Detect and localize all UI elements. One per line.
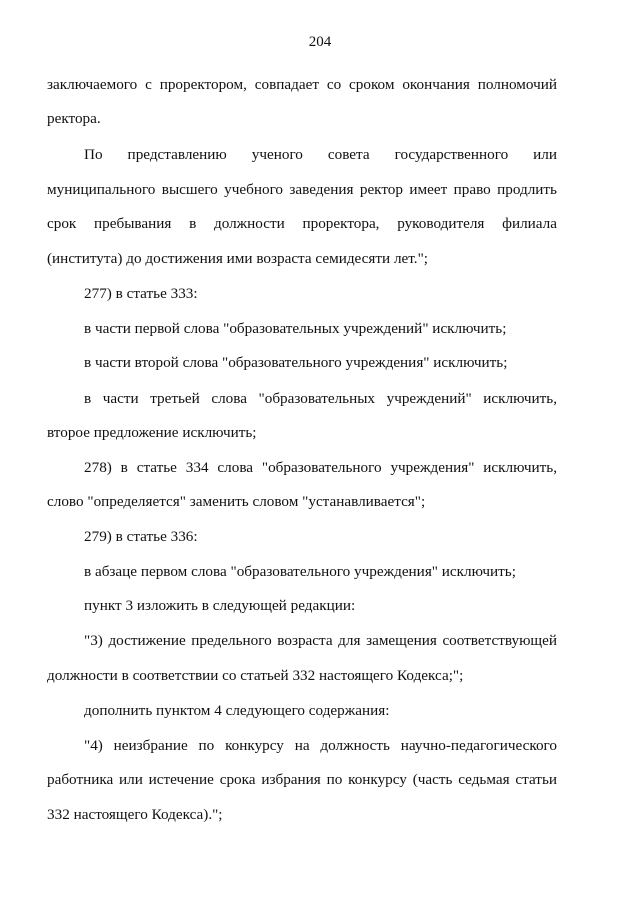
page-number: 204 xyxy=(308,34,332,50)
text-line: срок пребывания в должности проректора, руководителя филиала xyxy=(47,215,557,232)
text-line: ректора. xyxy=(47,110,101,127)
text-line: дополнить пунктом 4 следующего содержания: xyxy=(84,702,390,719)
text-line: в части второй слова "образовательного учреждения" исключить; xyxy=(84,354,508,371)
text-line: (института) до достижения ими возраста семидесяти лет."; xyxy=(47,250,428,267)
text-line: "3) достижение предельного возраста для замещения соответствующей xyxy=(84,632,557,649)
text-line: в части первой слова "образовательных учреждений" исключить; xyxy=(84,320,507,337)
text-line: в части третьей слова "образовательных учреждений" исключить, xyxy=(84,390,557,407)
text-line: в абзаце первом слова "образовательного учреждения" исключить; xyxy=(84,563,516,580)
text-line: "4) неизбрание по конкурсу на должность научно-педагогического xyxy=(84,737,557,754)
text-line: муниципального высшего учебного заведения ректор имеет право продлить xyxy=(47,181,557,198)
text-line: пункт 3 изложить в следующей редакции: xyxy=(84,597,356,614)
text-line: работника или истечение срока избрания по конкурсу (часть седьмая статьи xyxy=(47,771,557,788)
text-line: 332 настоящего Кодекса)."; xyxy=(47,806,223,823)
text-line: 278) в статье 334 слова "образовательного учреждения" исключить, xyxy=(84,459,557,476)
text-line: 277) в статье 333: xyxy=(84,285,198,302)
text-line: заключаемого с проректором, совпадает со сроком окончания полномочий xyxy=(47,76,557,93)
text-line: должности в соответствии со статьей 332 настоящего Кодекса;"; xyxy=(47,667,464,684)
text-line: второе предложение исключить; xyxy=(47,424,257,441)
text-line: 279) в статье 336: xyxy=(84,528,198,545)
text-line: По представлению ученого совета государственного или xyxy=(84,146,557,163)
text-line: слово "определяется" заменить словом "устанавливается"; xyxy=(47,493,426,510)
